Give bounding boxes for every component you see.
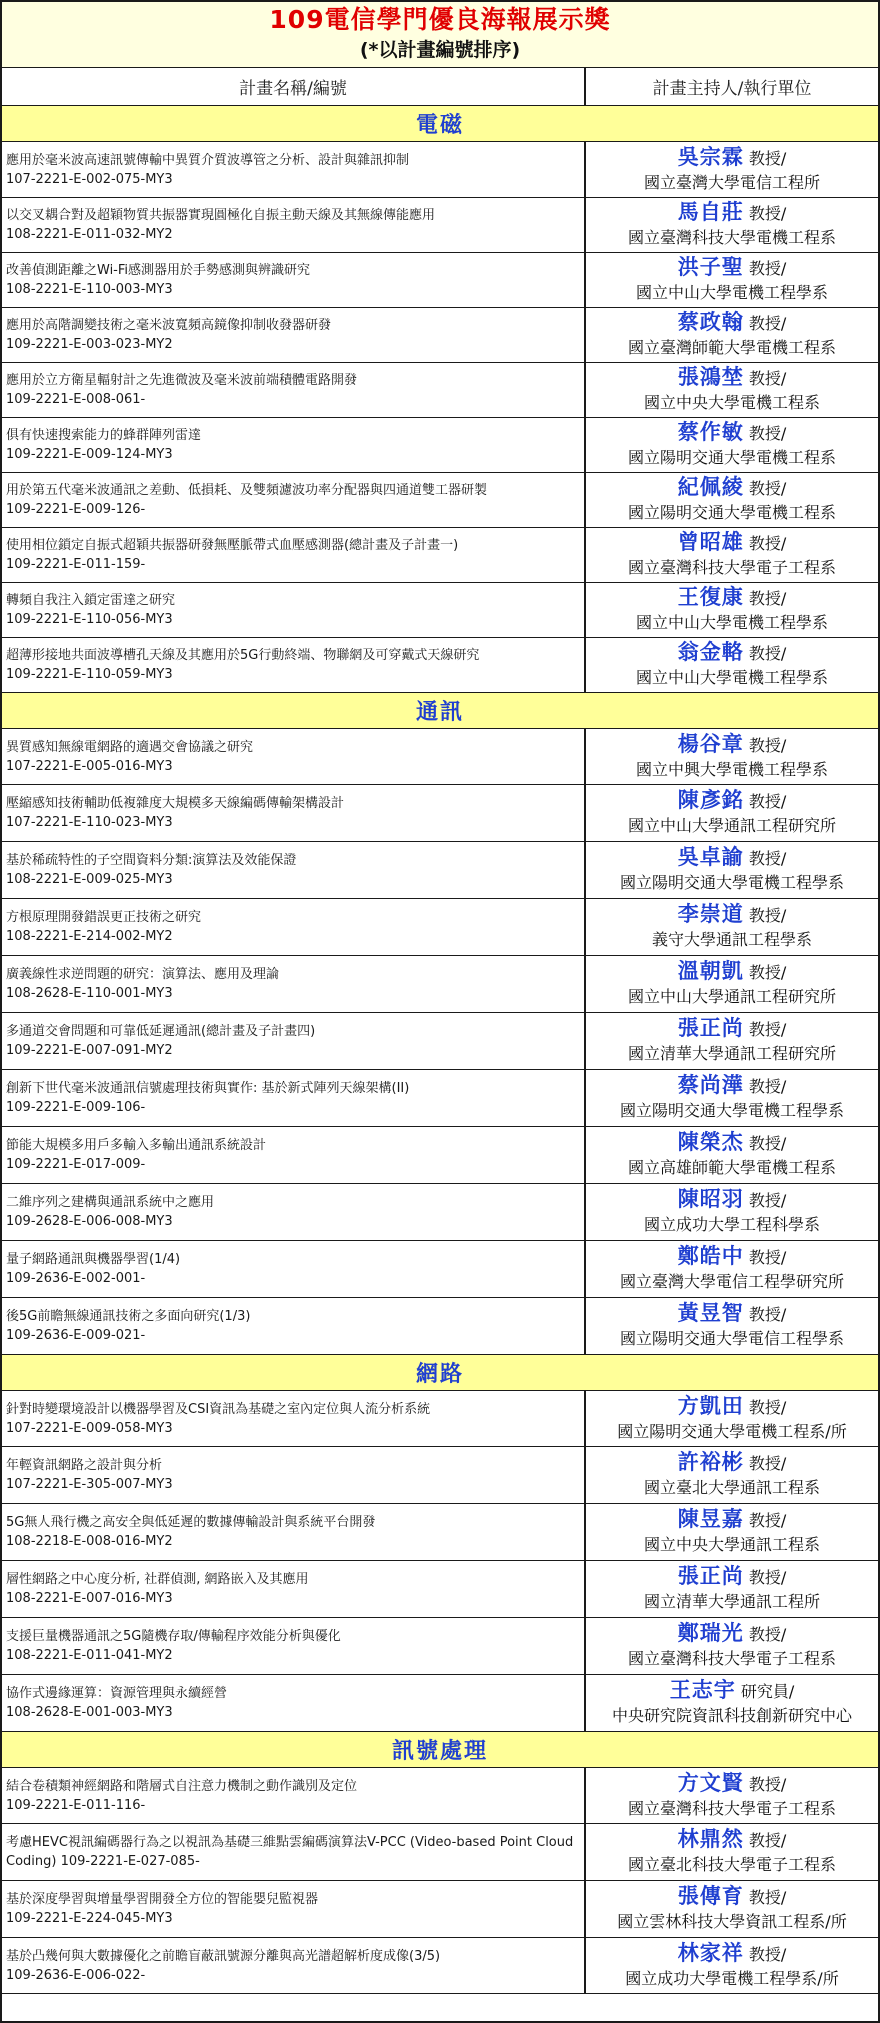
pi-name: 陳昱嘉 — [677, 1507, 744, 1531]
pi-title: 教授/ — [748, 792, 787, 811]
pi-cell — [586, 1127, 878, 1183]
project-name: 廣義線性求逆問題的研究：演算法、應用及理論 — [6, 967, 280, 982]
pi-name: 溫朝凱 — [677, 959, 744, 983]
project-code: 107-2221-E-305-007-MY3 — [6, 1477, 173, 1492]
table-row — [2, 528, 878, 583]
pi-unit: 中央研究院資訊科技創新研究中心 — [611, 1706, 852, 1725]
pi-name: 洪子聖 — [677, 255, 744, 279]
table-row — [2, 142, 878, 198]
project-cell — [2, 1504, 586, 1560]
project-code: 109-2221-E-003-023-MY2 — [6, 337, 173, 352]
pi-unit: 國立臺灣科技大學電子工程系 — [627, 558, 836, 577]
section-header: 電磁 — [2, 106, 878, 142]
project-cell — [2, 253, 586, 307]
pi-name: 蔡尚澕 — [677, 1073, 744, 1097]
pi-unit: 國立臺灣師範大學電機工程系 — [627, 338, 836, 357]
project-code: 109-2636-E-006-022- — [6, 1967, 146, 1983]
table-row — [2, 1070, 878, 1127]
project-cell — [2, 418, 586, 472]
project-name: 5G無人飛行機之高安全與低延遲的數據傳輸設計與系統平台開發 — [6, 1515, 376, 1530]
project-code: 107-2221-E-005-016-MY3 — [6, 758, 173, 774]
pi-title: 教授/ — [748, 849, 787, 868]
pi-title: 教授/ — [748, 1831, 787, 1850]
project-code: 109-2221-E-007-091-MY2 — [6, 1043, 173, 1058]
pi-cell — [586, 842, 878, 898]
pi-name: 王復康 — [677, 585, 744, 609]
project-name: 異質感知無線電網路的適遇交會協議之研究 — [6, 739, 254, 755]
pi-title: 教授/ — [748, 424, 787, 443]
pi-line — [678, 365, 787, 391]
pi-title: 教授/ — [748, 1568, 787, 1587]
table-row — [2, 363, 878, 418]
pi-title: 教授/ — [748, 1191, 787, 1210]
pi-cell — [586, 1241, 878, 1297]
project-code: 108-2221-E-009-025-MY3 — [6, 872, 173, 887]
project-name: 層性網路之中心度分析, 社群偵測, 網路嵌入及其應用 — [6, 1572, 309, 1587]
pi-unit: 國立陽明交通大學電機工程系/所 — [617, 1421, 847, 1441]
project-code: 109-2221-E-011-116- — [6, 1797, 146, 1813]
pi-line — [678, 1394, 787, 1420]
pi-cell — [586, 729, 878, 784]
project-cell — [2, 528, 586, 582]
project-cell — [2, 1561, 586, 1617]
pi-unit: 國立臺灣科技大學電機工程系 — [627, 228, 836, 247]
table-row — [2, 956, 878, 1013]
pi-line — [678, 145, 787, 171]
pi-line — [678, 1507, 787, 1533]
pi-unit: 國立臺灣科技大學電子工程系 — [627, 1649, 836, 1668]
pi-title: 教授/ — [748, 314, 787, 333]
project-code: 108-2628-E-110-001-MY3 — [6, 986, 173, 1001]
pi-line — [678, 1187, 787, 1213]
pi-cell — [586, 1618, 878, 1674]
project-cell — [2, 1447, 586, 1503]
pi-title: 教授/ — [748, 963, 787, 982]
pi-title: 教授/ — [748, 259, 787, 278]
table-row — [2, 785, 878, 842]
pi-unit: 國立高雄師範大學電機工程系 — [627, 1158, 836, 1177]
project-name: 基於凸幾何與大數據優化之前瞻盲蔽訊號源分離與高光譜超解析度成像(3/5) — [6, 1948, 441, 1964]
project-name: 針對時變環境設計以機器學習及CSI資訊為基礎之室內定位與人流分析系統 — [6, 1401, 431, 1417]
pi-title: 教授/ — [748, 1397, 787, 1417]
project-cell — [2, 956, 586, 1012]
project-cell — [2, 1298, 586, 1354]
project-code: 108-2221-E-214-002-MY2 — [6, 929, 173, 944]
table-row — [2, 1881, 878, 1938]
pi-name: 楊谷章 — [677, 731, 744, 756]
pi-line — [678, 1450, 787, 1476]
table-row — [2, 253, 878, 308]
pi-title: 教授/ — [748, 534, 787, 553]
table-row — [2, 473, 878, 528]
project-name: 支援巨量機器通訊之5G隨機存取/傳輸程序效能分析與優化 — [6, 1629, 341, 1644]
pi-cell — [586, 528, 878, 582]
pi-cell — [586, 1447, 878, 1503]
table-row — [2, 1184, 878, 1241]
pi-name: 張鴻埜 — [677, 365, 744, 389]
pi-title: 教授/ — [748, 479, 787, 498]
pi-cell — [586, 956, 878, 1012]
table-row — [2, 1938, 878, 1994]
pi-line — [678, 845, 787, 871]
pi-name: 陳彥銘 — [677, 788, 744, 812]
pi-title: 教授/ — [748, 204, 787, 223]
project-cell — [2, 638, 586, 692]
pi-unit: 國立臺北科技大學電子工程系 — [627, 1855, 836, 1874]
pi-title: 教授/ — [748, 1020, 787, 1039]
pi-unit: 國立中央大學電機工程系 — [643, 393, 820, 412]
pi-line — [678, 255, 787, 281]
pi-name: 李崇道 — [677, 902, 744, 926]
table-row — [2, 842, 878, 899]
pi-line — [678, 1564, 787, 1590]
column-header-pi: 計畫主持人/執行單位 — [652, 79, 812, 99]
project-code: 108-2221-E-011-041-MY2 — [6, 1648, 173, 1663]
pi-unit: 國立陽明交通大學電機工程學系 — [619, 1101, 844, 1120]
pi-unit: 國立陽明交通大學電信工程學系 — [619, 1329, 844, 1348]
pi-title: 教授/ — [748, 1511, 787, 1530]
table-row — [2, 1013, 878, 1070]
table-row — [2, 1447, 878, 1504]
pi-name: 陳榮杰 — [677, 1130, 744, 1154]
pi-cell — [586, 1768, 878, 1823]
title-block — [2, 2, 878, 68]
project-code: 109-2221-E-027-085- — [60, 1854, 200, 1869]
project-cell — [2, 363, 586, 417]
pi-name: 林鼎然 — [677, 1827, 744, 1851]
pi-title: 教授/ — [748, 644, 787, 663]
project-cell — [2, 308, 586, 362]
project-name: 量子網路通訊與機器學習(1/4) — [6, 1252, 181, 1267]
pi-title: 教授/ — [748, 1134, 787, 1153]
pi-cell — [586, 1070, 878, 1126]
project-name: 考慮HEVC視訊編碼器行為之以視訊為基礎三維點雲編碼演算法V-PCC (Video-based Point Cloud Coding) — [6, 1835, 574, 1869]
project-cell — [2, 899, 586, 955]
table-row — [2, 1561, 878, 1618]
pi-line — [678, 640, 787, 666]
pi-unit: 國立成功大學工程科學系 — [643, 1215, 820, 1234]
table-row — [2, 583, 878, 638]
pi-line — [678, 1301, 787, 1327]
pi-line — [678, 1016, 787, 1042]
pi-title: 教授/ — [748, 369, 787, 388]
project-cell — [2, 1675, 586, 1731]
pi-line — [678, 1130, 787, 1156]
table-row — [2, 198, 878, 253]
pi-line — [678, 1941, 787, 1967]
pi-line — [678, 902, 787, 928]
pi-cell — [586, 473, 878, 527]
pi-cell — [586, 1298, 878, 1354]
project-cell — [2, 729, 586, 784]
pi-line — [678, 530, 787, 556]
project-code: 109-2221-E-110-059-MY3 — [6, 667, 173, 682]
pi-name: 吳卓諭 — [677, 845, 744, 869]
project-cell — [2, 583, 586, 637]
project-name: 轉頻自我注入鎖定雷達之研究 — [6, 593, 176, 608]
pi-name: 張正尚 — [677, 1016, 744, 1040]
pi-title: 教授/ — [748, 735, 787, 755]
pi-line — [678, 1827, 787, 1853]
pi-name: 鄭瑞光 — [677, 1621, 744, 1645]
project-cell — [2, 1618, 586, 1674]
pi-name: 陳昭羽 — [677, 1187, 744, 1211]
pi-unit: 國立臺灣科技大學電子工程系 — [627, 1798, 836, 1818]
pi-cell — [586, 363, 878, 417]
pi-unit: 義守大學通訊工程學系 — [651, 930, 812, 949]
pi-line — [678, 310, 787, 336]
pi-unit: 國立陽明交通大學電機工程學系 — [619, 873, 844, 892]
pi-unit: 國立陽明交通大學電機工程系 — [627, 448, 836, 467]
section-header: 訊號處理 — [2, 1732, 878, 1768]
project-name: 應用於高階調變技術之毫米波寬頻高鏡像抑制收發器研發 — [6, 318, 332, 333]
project-code: 109-2221-E-009-106- — [6, 1100, 146, 1115]
pi-unit: 國立中山大學通訊工程研究所 — [627, 987, 836, 1006]
pi-cell — [586, 253, 878, 307]
pi-name: 鄭皓中 — [677, 1244, 744, 1268]
pi-unit: 國立雲林科技大學資訊工程系/所 — [617, 1912, 847, 1931]
project-code: 107-2221-E-009-058-MY3 — [6, 1420, 173, 1436]
pi-name: 張傳育 — [677, 1884, 744, 1908]
pi-line — [678, 732, 787, 758]
project-cell — [2, 142, 586, 197]
project-code: 108-2218-E-008-016-MY2 — [6, 1534, 173, 1549]
project-cell — [2, 842, 586, 898]
pi-unit: 國立成功大學電機工程學系/所 — [625, 1968, 839, 1988]
project-name: 方根原理開發錯誤更正技術之研究 — [6, 910, 202, 925]
pi-name: 翁金輅 — [677, 640, 744, 664]
table-row — [2, 1824, 878, 1881]
pi-line — [678, 200, 787, 226]
pi-unit: 國立中興大學電機工程學系 — [635, 759, 828, 779]
pi-line — [678, 1073, 787, 1099]
project-code: 108-2221-E-011-032-MY2 — [6, 227, 173, 242]
table-row — [2, 899, 878, 956]
pi-unit: 國立中央大學通訊工程系 — [643, 1535, 820, 1554]
pi-cell — [586, 1184, 878, 1240]
pi-line — [670, 1678, 795, 1704]
project-code: 109-2221-E-009-126- — [6, 502, 146, 517]
pi-cell — [586, 1824, 878, 1880]
project-cell — [2, 473, 586, 527]
section-header: 網路 — [2, 1355, 878, 1391]
project-cell — [2, 1938, 586, 1993]
pi-name: 王志宇 — [669, 1678, 736, 1702]
pi-unit: 國立清華大學通訊工程研究所 — [627, 1044, 836, 1063]
pi-unit: 國立中山大學電機工程學系 — [635, 668, 828, 687]
project-name: 應用於毫米波高速訊號傳輸中異質介質波導管之分析、設計與雜訊抑制 — [6, 152, 410, 168]
pi-cell — [586, 583, 878, 637]
table-row — [2, 1768, 878, 1824]
table-row — [2, 1241, 878, 1298]
pi-cell — [586, 1938, 878, 1993]
pi-name: 蔡作敏 — [677, 420, 744, 444]
pi-cell — [586, 1881, 878, 1937]
project-name: 節能大規模多用戶多輸入多輸出通訊系統設計 — [6, 1138, 267, 1153]
pi-name: 方文賢 — [677, 1770, 744, 1795]
project-cell — [2, 1013, 586, 1069]
project-code: 108-2221-E-007-016-MY3 — [6, 1591, 173, 1606]
project-title — [6, 1833, 580, 1871]
pi-name: 黃昱智 — [677, 1301, 744, 1325]
project-code: 109-2221-E-011-159- — [6, 557, 146, 572]
project-name: 壓縮感知技術輔助低複雜度大規模多天線編碼傳輸架構設計 — [6, 796, 345, 811]
project-cell — [2, 1881, 586, 1937]
pi-cell — [586, 1013, 878, 1069]
project-code: 107-2221-E-110-023-MY3 — [6, 815, 173, 830]
project-code: 109-2636-E-009-021- — [6, 1328, 146, 1343]
project-cell — [2, 1824, 586, 1880]
pi-line — [678, 475, 787, 501]
pi-name: 許裕彬 — [677, 1450, 744, 1474]
pi-cell — [586, 1504, 878, 1560]
project-cell — [2, 1184, 586, 1240]
project-name: 二維序列之建構與通訊系統中之應用 — [6, 1195, 215, 1210]
project-name: 基於稀疏特性的子空間資料分類:演算法及效能保證 — [6, 853, 297, 868]
pi-unit: 國立臺灣大學電信工程學研究所 — [619, 1272, 844, 1291]
pi-name: 吳宗霖 — [677, 144, 744, 169]
pi-title: 教授/ — [748, 1944, 787, 1964]
table-row — [2, 418, 878, 473]
pi-title: 教授/ — [748, 1454, 787, 1473]
project-cell — [2, 198, 586, 252]
pi-unit: 國立中山大學電機工程學系 — [635, 613, 828, 632]
pi-title: 教授/ — [748, 1774, 787, 1794]
project-code: 108-2628-E-001-003-MY3 — [6, 1705, 173, 1720]
project-name: 用於第五代毫米波通訊之差動、低損耗、及雙頻濾波功率分配器與四通道雙工器研製 — [6, 483, 488, 498]
pi-cell — [586, 308, 878, 362]
project-name: 後5G前瞻無線通訊技術之多面向研究(1/3) — [6, 1309, 251, 1324]
pi-title: 教授/ — [748, 1248, 787, 1267]
pi-title: 教授/ — [748, 1305, 787, 1324]
project-cell — [2, 1391, 586, 1446]
pi-cell — [586, 899, 878, 955]
pi-line — [678, 585, 787, 611]
pi-title: 教授/ — [748, 589, 787, 608]
project-code: 109-2221-E-110-056-MY3 — [6, 612, 173, 627]
pi-line — [678, 1884, 787, 1910]
project-name: 協作式邊緣運算：資源管理與永續經營 — [6, 1686, 228, 1701]
column-header-row — [2, 68, 878, 106]
pi-unit: 國立中山大學電機工程學系 — [635, 283, 828, 302]
project-code: 109-2221-E-008-061- — [6, 392, 146, 407]
pi-cell — [586, 418, 878, 472]
pi-cell — [586, 785, 878, 841]
project-name: 俱有快速搜索能力的蜂群陣列雷達 — [6, 428, 202, 443]
table-body — [2, 106, 878, 1994]
pi-title: 教授/ — [748, 1625, 787, 1644]
project-code: 108-2221-E-110-003-MY3 — [6, 282, 173, 297]
pi-line — [678, 1621, 787, 1647]
pi-title: 教授/ — [748, 148, 787, 168]
pi-cell — [586, 1675, 878, 1731]
project-code: 109-2636-E-002-001- — [6, 1271, 146, 1286]
pi-unit: 國立清華大學通訊工程所 — [643, 1592, 820, 1611]
table-row — [2, 1298, 878, 1355]
project-code: 107-2221-E-002-075-MY3 — [6, 171, 173, 187]
pi-cell — [586, 142, 878, 197]
pi-title: 研究員/ — [740, 1682, 795, 1701]
pi-unit: 國立中山大學通訊工程研究所 — [627, 816, 836, 835]
project-name: 多通道交會問題和可靠低延遲通訊(總計畫及子計畫四) — [6, 1024, 316, 1039]
column-header-project: 計畫名稱/編號 — [2, 68, 586, 105]
pi-name: 馬自莊 — [677, 200, 744, 224]
table-row — [2, 1391, 878, 1447]
pi-name: 張正尚 — [677, 1564, 744, 1588]
pi-line — [678, 420, 787, 446]
pi-title: 教授/ — [748, 906, 787, 925]
project-name: 以交叉耦合對及超穎物質共振器實現圓極化自振主動天線及其無線傳能應用 — [6, 208, 436, 223]
project-name: 創新下世代毫米波通訊信號處理技術與實作: 基於新式陣列天線架構(II) — [6, 1081, 410, 1096]
project-name: 超薄形接地共面波導槽孔天線及其應用於5G行動終端、物聯網及可穿戴式天線研究 — [6, 648, 480, 663]
project-name: 使用相位鎖定自振式超穎共振器研發無壓脈帶式血壓感測器(總計畫及子計畫一) — [6, 538, 459, 553]
project-cell — [2, 1241, 586, 1297]
table-row — [2, 1675, 878, 1732]
project-name: 應用於立方衛星輻射計之先進微波及毫米波前端積體電路開發 — [6, 373, 358, 388]
pi-unit: 國立臺灣大學電信工程所 — [643, 172, 820, 192]
project-cell — [2, 1768, 586, 1823]
pi-name: 曾昭雄 — [677, 530, 744, 554]
pi-name: 蔡政翰 — [677, 310, 744, 334]
table-row — [2, 729, 878, 785]
project-name: 結合卷積類神經網路和階層式自注意力機制之動作識別及定位 — [6, 1778, 358, 1794]
pi-cell — [586, 638, 878, 692]
pi-unit: 國立陽明交通大學電機工程系 — [627, 503, 836, 522]
pi-cell — [586, 198, 878, 252]
pi-line — [678, 959, 787, 985]
pi-name: 紀佩綾 — [677, 475, 744, 499]
table-row — [2, 1504, 878, 1561]
pi-line — [678, 788, 787, 814]
pi-name: 方凱田 — [677, 1393, 744, 1418]
pi-title: 教授/ — [748, 1888, 787, 1907]
pi-line — [678, 1771, 787, 1797]
project-cell — [2, 1127, 586, 1183]
table-row — [2, 1618, 878, 1675]
project-name: 改善偵測距離之Wi-Fi感測器用於手勢感測與辨識研究 — [6, 263, 311, 278]
pi-cell — [586, 1561, 878, 1617]
project-code: 109-2221-E-017-009- — [6, 1157, 146, 1172]
section-header: 通訊 — [2, 693, 878, 729]
pi-cell — [586, 1391, 878, 1446]
project-name: 年輕資訊網路之設計與分析 — [6, 1458, 163, 1473]
project-cell — [2, 1070, 586, 1126]
page-subtitle: (*以計畫編號排序) — [359, 39, 521, 61]
project-code: 109-2221-E-009-124-MY3 — [6, 447, 173, 462]
pi-name: 林家祥 — [677, 1940, 744, 1965]
pi-title: 教授/ — [748, 1077, 787, 1096]
table-row — [2, 308, 878, 363]
pi-unit: 國立臺北大學通訊工程系 — [643, 1478, 820, 1497]
table-row — [2, 638, 878, 693]
table-row — [2, 1127, 878, 1184]
page-title: 109電信學門優良海報展示獎 — [269, 5, 611, 34]
project-code: 109-2221-E-224-045-MY3 — [6, 1911, 173, 1926]
project-cell — [2, 785, 586, 841]
project-code: 109-2628-E-006-008-MY3 — [6, 1214, 173, 1229]
pi-line — [678, 1244, 787, 1270]
project-name: 基於深度學習與增量學習開發全方位的智能嬰兒監視器 — [6, 1892, 319, 1907]
